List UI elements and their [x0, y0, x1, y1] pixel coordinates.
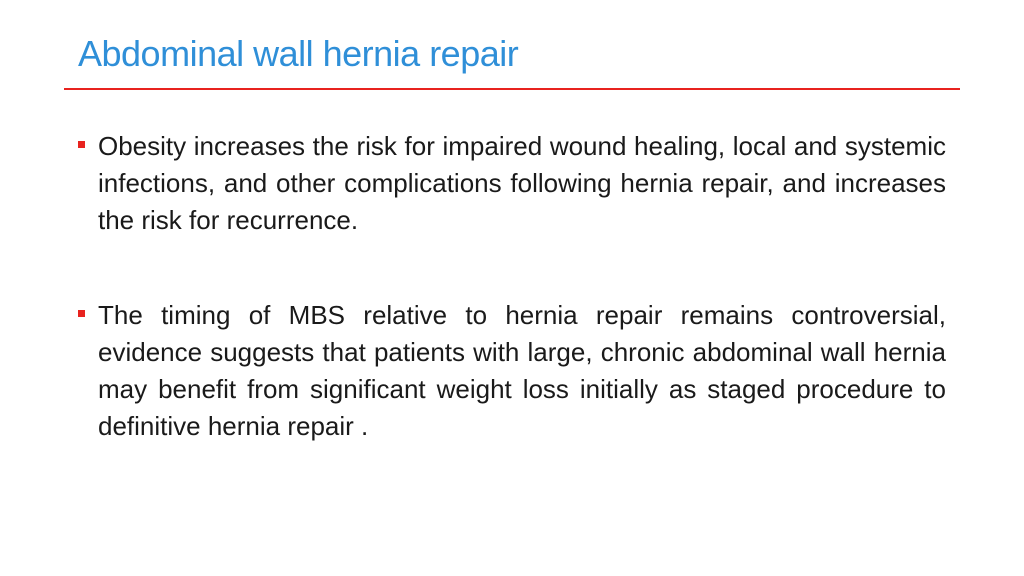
bullet-list [78, 128, 946, 445]
slide-title: Abdominal wall hernia repair [78, 33, 519, 74]
square-bullet-icon [78, 310, 85, 317]
bullet-text: The timing of MBS relative to hernia repair remains controversial, evidence suggests that patients with large, chronic abdominal wall hernia may benefit from significant weight loss initially as staged procedure to definitive hernia repair . [98, 300, 946, 441]
bullet-text: Obesity increases the risk for impaired wound healing, local and systemic infections, and other complications following hernia repair, and increases the risk for recurrence. [98, 131, 946, 235]
bullet-item [78, 297, 946, 445]
title-underline [64, 88, 960, 90]
bullet-item [78, 128, 946, 239]
square-bullet-icon [78, 141, 85, 148]
